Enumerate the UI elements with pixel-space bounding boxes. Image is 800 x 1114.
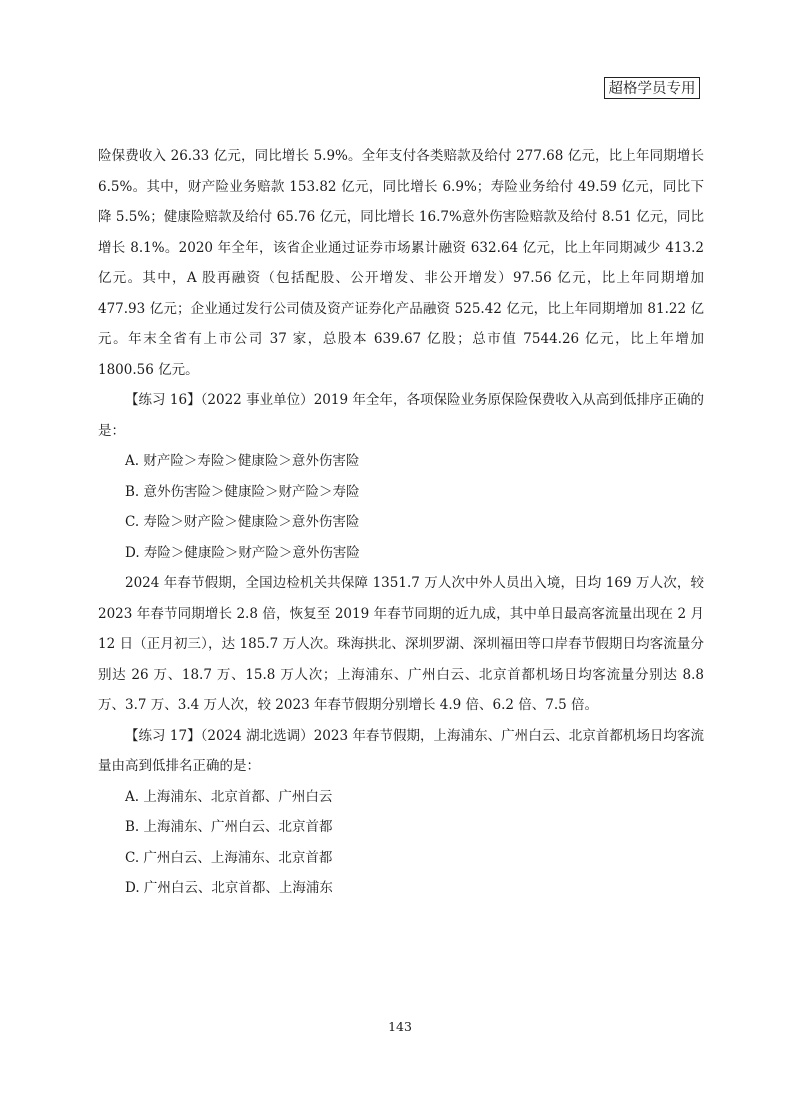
page-number: 143 [388,1019,412,1034]
exercise-16-question: 【练习 16】（2022 事业单位）2019 年全年，各项保险业务原保险保费收入从高到低排序正确的是： [98,392,704,439]
page-content [98,141,704,904]
exercise-17-option-a: A. 上海浦东、北京首都、广州白云 [125,788,333,805]
exercise-17-option-b: B. 上海浦东、广州白云、北京首都 [125,819,333,835]
exercise-17-question: 【练习 17】（2024 湖北选调）2023 年春节假期，上海浦东、广州白云、北京首都机场日均客流量由高到低排名正确的是： [98,727,704,774]
student-only-badge: 超格学员专用 [604,77,700,99]
exercise-16-option-b: B. 意外伤害险＞健康险＞财产险＞寿险 [125,483,360,500]
exercise-16-option-d: D. 寿险＞健康险＞财产险＞意外伤害险 [125,544,360,561]
exercise-16-option-c: C. 寿险＞财产险＞健康险＞意外伤害险 [125,514,360,530]
paragraph-insurance-stats: 险保费收入 26.33 亿元，同比增长 5.9%。全年支付各类赔款及给付 277.68 亿元，比上年同期增长 6.5%。其中，财产险业务赔款 153.82 亿元，同比增长 6.9%；寿险业务给付 49.59 亿元，同比下降 5.5%；健康险赔款及给付 65.76 亿元，同比增长 16.7%意外伤害险赔款及给付 8.51 亿元，同比增长 8.1%。2020 年全年，该省企业通过证券市场累计融资 632.64 亿元，比上年同期减少 413.2 亿元。其中，A 股再融资（包括配股、公开增发、非公开增发）97.56 亿元，比上年同期增加 477.93 亿元；企业通过发行公司债及资产证券化产品融资 525.42 亿元，比上年同期增加 81.22 亿元。年末全省有上市公司 37 家，总股本 639.67 亿股；总市值 7544.26 亿元，比上年增加 1800.56 亿元。 [98,148,704,378]
exercise-17-option-c: C. 广州白云、上海浦东、北京首都 [125,849,333,866]
paragraph-border-inspection: 2024 年春节假期，全国边检机关共保障 1351.7 万人次中外人员出入境，日均 169 万人次，较 2023 年春节同期增长 2.8 倍，恢复至 2019 年春节同期的近九成，其中单日最高客流量出现在 2 月 12 日（正月初三），达 185.7 万人次。珠海拱北、深圳罗湖、深圳福田等口岸春节假期日均客流量分别达 26 万、18.7 万、15.8 万人次；上海浦东、广州白云、北京首都机场日均客流量分别达 8.8 万、3.7 万、3.4 万人次，较 2023 年春节假期分别增长 4.9 倍、6.2 倍、7.5 倍。 [98,575,704,713]
exercise-17-option-d: D. 广州白云、北京首都、上海浦东 [125,880,333,896]
exercise-16-option-a: A. 财产险＞寿险＞健康险＞意外伤害险 [125,453,360,469]
